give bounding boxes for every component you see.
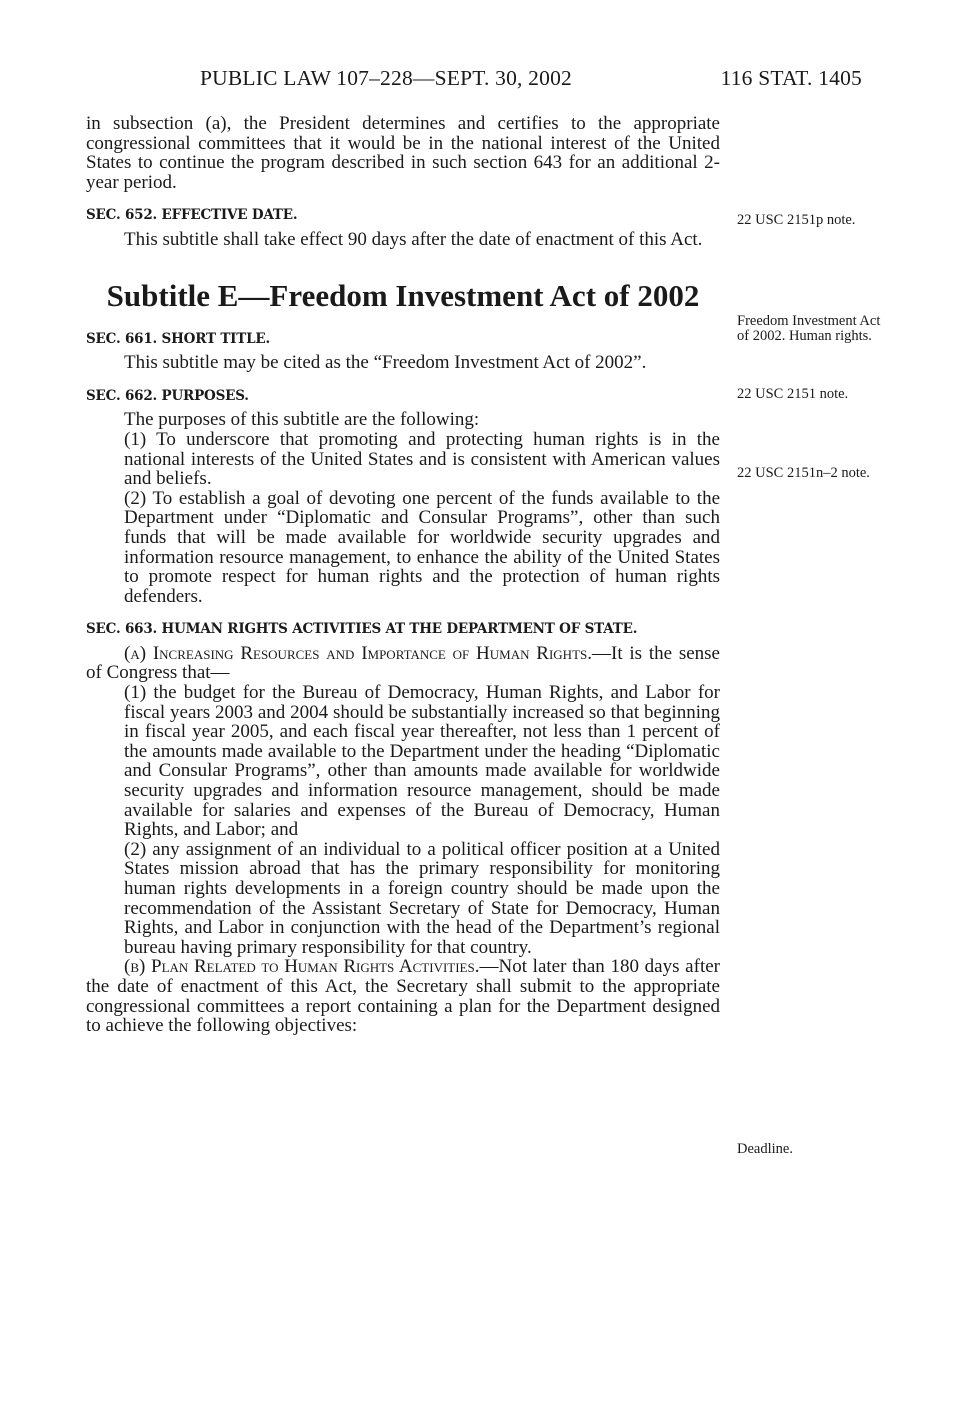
- sec-652-text: This subtitle shall take effect 90 days after the date of enactment of this Act.: [124, 228, 703, 250]
- sec-663-a-paragraph-2: (2) any assignment of an individual to a political officer position at a United States mission abroad that has the primary responsibility for monitoring human rights developments in a foreign country should be made upon the recommendation of the Assistant Secretary of State for Democracy, Human Rights, and Labor in conjunction with the head of the Department’s regional bureau having primary responsibility for that country.: [124, 838, 720, 958]
- sec-663-a-lead: —It is the sense of Congress that—: [86, 642, 720, 684]
- intro-paragraph: in subsection (a), the President determines and certifies to the appropriate congressional committees that it would be in the national interest of the United States to continue the program described in such section 643 for an additional 2-year period.: [86, 113, 720, 193]
- margin-note-sec-661: 22 USC 2151 note.: [737, 386, 849, 402]
- sec-662-paragraph-1: (1) To underscore that promoting and protecting human rights is in the national interests of the United States and is consistent with American values and beliefs.: [124, 428, 720, 490]
- sec-663-subsection-b: [86, 957, 720, 1035]
- sec-663-b-text: —Not later than 180 days after the date of enactment of this Act, the Secretary shall submit to the appropriate congressional committees a report containing a plan for the Department designed to achieve the following objectives:: [86, 956, 720, 1037]
- running-header: [200, 66, 862, 96]
- sec-662-paragraph-2: (2) To establish a goal of devoting one percent of the funds available to the Department under “Diplomatic and Consular Programs”, other than such funds that will be made available for worldwide security upgrades and information resource management, to enhance the ability of the United States to promote respect for human rights and the protection of human rights defenders.: [124, 487, 720, 607]
- header-page-number: 116 STAT. 1405: [720, 66, 862, 90]
- sec-663-subsection-a: [86, 644, 720, 683]
- main-text-column: [86, 114, 720, 1036]
- margin-note-sec-652: 22 USC 2151p note.: [737, 212, 856, 228]
- sec-663-a-heading: (a) Increasing Resources and Importance of Human Rights.: [124, 642, 592, 664]
- sec-662-heading: SEC. 662. PURPOSES.: [86, 387, 249, 404]
- sec-663-heading: SEC. 663. HUMAN RIGHTS ACTIVITIES AT THE DEPARTMENT OF STATE.: [86, 621, 638, 638]
- sec-661-heading: SEC. 661. SHORT TITLE.: [86, 330, 271, 347]
- margin-note-deadline: Deadline.: [737, 1141, 793, 1157]
- header-title: PUBLIC LAW 107–228—SEPT. 30, 2002: [200, 66, 572, 90]
- sec-663-a-paragraph-1: (1) the budget for the Bureau of Democracy, Human Rights, and Labor for fiscal years 2003 and 2004 should be substantially increased so that beginning in fiscal year 2005, and each fiscal year thereafter, not less than 1 percent of the amounts made available to the Department under the heading “Diplomatic and Consular Programs”, other than amounts made available for worldwide security upgrades and information resource management, should be made available for salaries and expenses of the Bureau of Democracy, Human Rights, and Labor; and: [124, 682, 720, 841]
- sec-662-lead: The purposes of this subtitle are the following:: [124, 409, 480, 431]
- margin-note-sec-662: 22 USC 2151n–2 note.: [737, 465, 870, 481]
- sec-661-text: This subtitle may be cited as the “Freedom Investment Act of 2002”.: [124, 352, 647, 374]
- margin-note-subtitle: Freedom Investment Act of 2002. Human rights.: [737, 313, 881, 344]
- sec-652-heading: SEC. 652. EFFECTIVE DATE.: [86, 207, 298, 224]
- subtitle-heading: Subtitle E—Freedom Investment Act of 2002: [106, 277, 700, 313]
- sec-663-b-heading: (b) Plan Related to Human Rights Activities.: [124, 956, 480, 978]
